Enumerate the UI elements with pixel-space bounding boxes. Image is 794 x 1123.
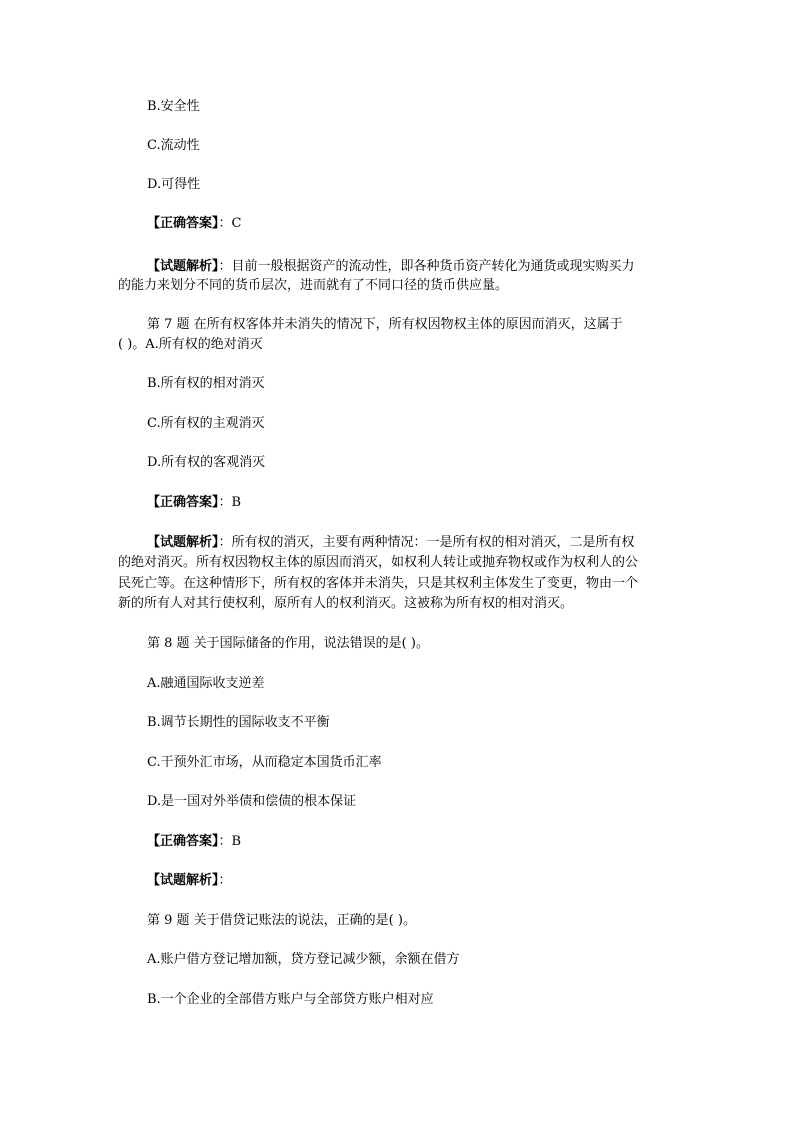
answer-label: 【正确答案】	[147, 495, 219, 510]
option-text: B.所有权的相对消灭	[147, 376, 265, 391]
option-text: D.可得性	[147, 177, 201, 192]
explanation-label: 【试题解析】	[147, 535, 219, 550]
explanation-line	[147, 871, 232, 891]
question-text: 第 8 题 关于国际储备的作用，说法错误的是( )。	[147, 636, 429, 651]
answer-value: ：B	[218, 834, 242, 849]
question-8-line	[147, 634, 429, 654]
option-a-line	[147, 950, 460, 970]
option-c-line	[147, 753, 382, 773]
answer-line	[147, 832, 241, 852]
explanation-line	[118, 553, 638, 573]
answer-value: ：C	[218, 216, 242, 231]
question-7-line	[118, 335, 263, 355]
explanation-text: 的绝对消灭。所有权因物权主体的原因而消灭，如权利人转让或抛弃物权或作为权利人的公	[118, 555, 639, 570]
option-text: C.流动性	[147, 138, 200, 153]
option-c-line	[147, 414, 265, 434]
explanation-label: 【试题解析】	[147, 873, 219, 888]
question-text: 第 9 题 关于借贷记账法的说法，正确的是( )。	[147, 913, 416, 928]
option-text: D.所有权的客观消灭	[147, 455, 266, 470]
explanation-line	[118, 594, 573, 614]
option-b-line	[147, 374, 265, 394]
explanation-line	[147, 533, 635, 553]
option-text: A.融通国际收支逆差	[147, 676, 265, 691]
answer-label: 【正确答案】	[147, 834, 219, 849]
option-text: C.干预外汇市场，从而稳定本国货币汇率	[147, 755, 382, 770]
option-b-line	[147, 990, 434, 1010]
answer-value: ：B	[218, 495, 242, 510]
explanation-text: ：目前一般根据资产的流动性，即各种货币资产转化为通货或现实购买力	[218, 259, 635, 274]
option-a-line	[147, 674, 265, 694]
answer-line	[147, 214, 241, 234]
option-text: B.调节长期性的国际收支不平衡	[147, 715, 330, 730]
explanation-label: 【试题解析】	[147, 259, 219, 274]
answer-label: 【正确答案】	[147, 216, 219, 231]
option-d-line	[147, 175, 200, 195]
option-c-line	[147, 136, 200, 156]
question-7-line	[147, 315, 623, 335]
explanation-text: 民死亡等。在这种情形下，所有权的客体并未消失，只是其权利主体发生了变更，物由一个	[118, 576, 639, 591]
option-text: B.安全性	[147, 99, 200, 114]
option-text: D.是一国对外举债和偿债的根本保证	[147, 794, 357, 809]
explanation-text: 的能力来划分不同的货币层次，进而就有了不同口径的货币供应量。	[118, 278, 509, 293]
option-text: A.账户借方登记增加额，贷方登记减少额，余额在借方	[147, 952, 460, 967]
option-b-line	[147, 713, 330, 733]
explanation-text: 新的所有人对其行使权利，原所有人的权利消灭。这被称为所有权的相对消灭。	[118, 596, 574, 611]
explanation-line	[118, 276, 508, 296]
question-text: ( )。A.所有权的绝对消灭	[118, 337, 263, 352]
explanation-text: ：	[218, 873, 232, 888]
explanation-line	[118, 574, 638, 594]
question-9-line	[147, 911, 416, 931]
option-text: B.一个企业的全部借方账户与全部贷方账户相对应	[147, 992, 434, 1007]
option-b-line	[147, 97, 200, 117]
option-d-line	[147, 453, 265, 473]
question-text: 第 7 题 在所有权客体并未消失的情况下，所有权因物权主体的原因而消灭，这属于	[147, 317, 623, 332]
explanation-text: ：所有权的消灭，主要有两种情况：一是所有权的相对消灭，二是所有权	[218, 535, 635, 550]
answer-line	[147, 493, 241, 513]
option-text: C.所有权的主观消灭	[147, 416, 265, 431]
option-d-line	[147, 792, 356, 812]
explanation-line	[147, 257, 635, 277]
